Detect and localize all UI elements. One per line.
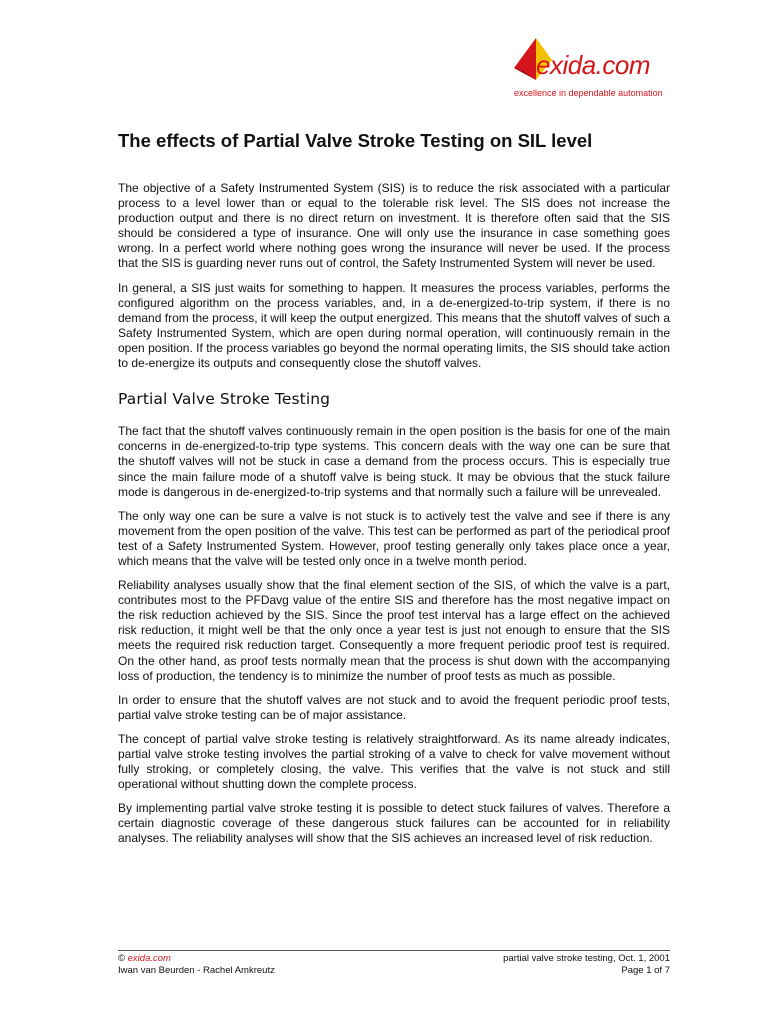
section-paragraph: The fact that the shutoff valves continuously remain in the open position is the basis for one of the main concerns in de-energized-to-trip type systems. This concern deals with the way one can be sure that the shutoff valves will not be stuck in case a demand from the process occurs. This is especially true since the main failure mode of a shutoff valve is being stuck. It may be obvious that the stuck failure mode is dangerous in de-energized-to-trip systems and that normally such a failure will be unrevealed.	[118, 424, 670, 499]
logo-tagline: excellence in dependable automation	[514, 88, 663, 98]
section-paragraph: Reliability analyses usually show that the final element section of the SIS, of which the valve is a part, contributes most to the PFDavg value of the entire SIS and therefore has the most negative impact on the risk reduction achieved by the SIS. Since the proof test interval has a large effect on the achieved risk reduction, it might well be that the only once a year test is just not enough to ensure that the SIS meets the required risk reduction target. Consequently a more frequent periodic proof test is required. On the other hand, as proof tests normally mean that the process is shut down with the accompanying loss of production, the tendency is to minimize the number of proof tests as much as possible.	[118, 578, 670, 683]
section-paragraph: The only way one can be sure a valve is not stuck is to actively test the valve and see if there is any movement from the open position of the valve. This test can be performed as part of the periodical proof test of a Safety Instrumented System. However, proof testing generally only takes place once a year, which means that the valve will be tested only once in a twelve month period.	[118, 508, 670, 568]
exida-logo	[514, 38, 674, 100]
logo-brand: exida.com	[536, 50, 650, 80]
intro-paragraph: The objective of a Safety Instrumented System (SIS) is to reduce the risk associated with a particular process to a level lower than or equal to the tolerable risk level. The SIS does not increase the production output and there is no direct return on investment. It is therefore often said that the SIS should be considered a type of insurance. One will only use the insurance in case something goes wrong. In a perfect world where nothing goes wrong the insurance will never be used. If the process that the SIS is guarding never runs out of control, the Safety Instrumented System will never be used.	[118, 181, 670, 271]
intro-paragraph: In general, a SIS just waits for something to happen. It measures the process variables, performs the configured algorithm on the process variables, and, in a de-energized-to-trip system, if there is no demand from the process, it will keep the output energized. This means that the shutoff valves of such a Safety Instrumented System, which are open during normal operation, will continuously remain in the open position. If the process variables go beyond the normal operating limits, the SIS should take action to de-energize its outputs and consequently close the shutoff valves.	[118, 280, 670, 371]
copyright-symbol: ©	[118, 953, 125, 964]
footer-copyright	[118, 953, 171, 965]
document-title: The effects of Partial Valve Stroke Testing on SIL level	[118, 130, 593, 151]
section-paragraph: In order to ensure that the shutoff valves are not stuck and to avoid the frequent periodic proof tests, partial valve stroke testing can be of major assistance.	[118, 692, 670, 722]
footer-brand: exida.com	[127, 953, 171, 964]
section-heading: Partial Valve Stroke Testing	[118, 390, 331, 409]
section-paragraph: By implementing partial valve stroke testing it is possible to detect stuck failures of valves. Therefore a certain diagnostic coverage of these dangerous stuck failures can be accounted for in reliability analyses. The reliability analyses will show that the SIS achieves an increased level of risk reduction.	[118, 801, 670, 846]
page-footer	[118, 950, 670, 977]
document-body	[118, 181, 670, 856]
footer-authors: Iwan van Beurden - Rachel Amkreutz	[118, 965, 275, 976]
footer-page-number: Page 1 of 7	[621, 965, 670, 976]
section-paragraph: The concept of partial valve stroke testing is relatively straightforward. As its name already indicates, partial valve stroke testing involves the partial stroking of a valve to check for valve movement without fully stroking, or completely closing, the valve. This verifies that the valve is not stuck and still operational without shutting down the complete process.	[118, 731, 670, 792]
footer-doc-info: partial valve stroke testing, Oct. 1, 2001	[503, 953, 670, 964]
